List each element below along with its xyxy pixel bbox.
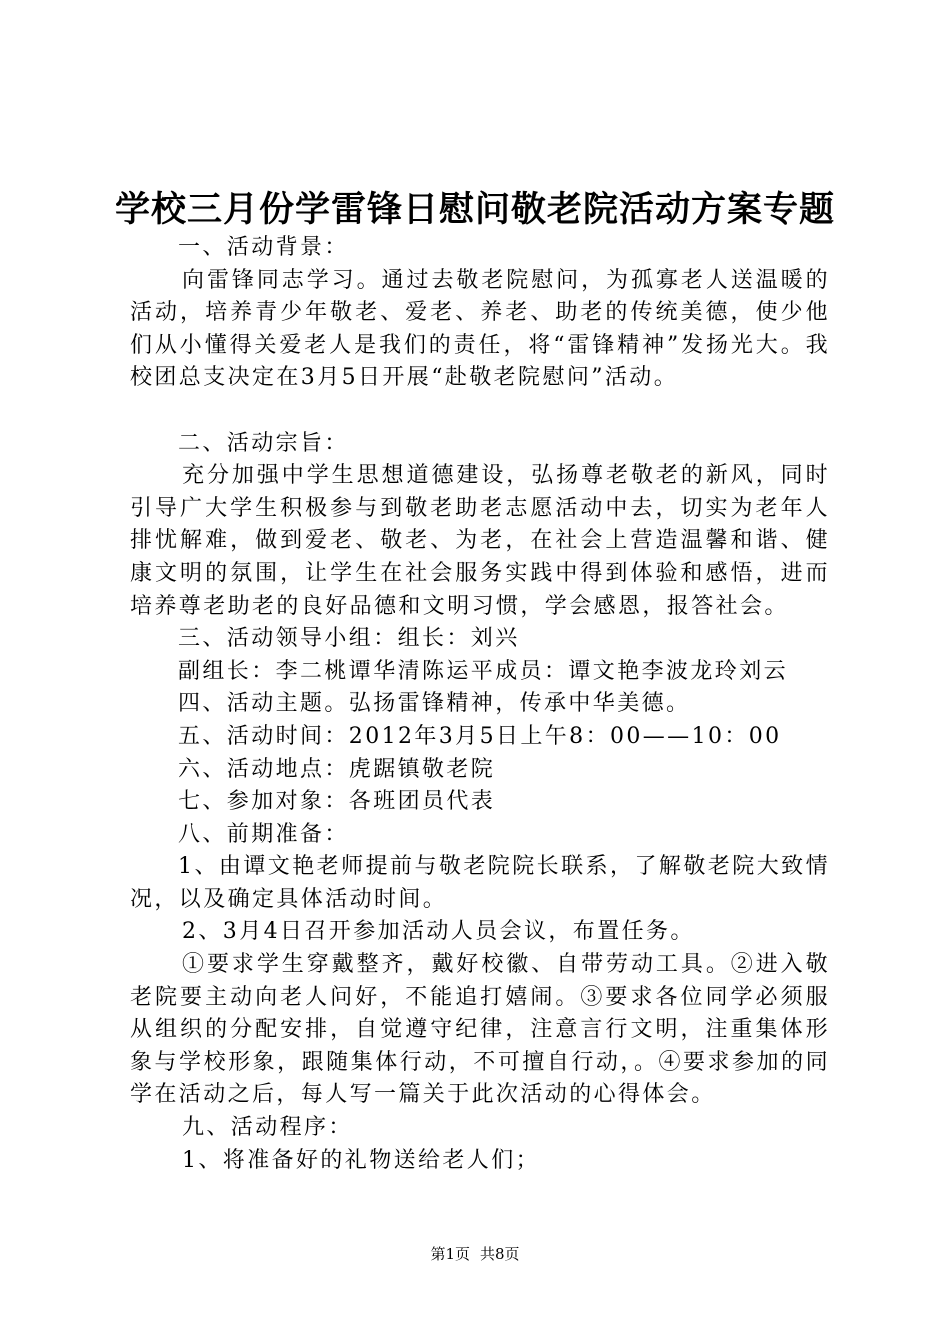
page-number-total: 共8页 bbox=[480, 1245, 520, 1263]
paragraph: 向雷锋同志学习。通过去敬老院慰问，为孤寡老人送温暖的活动，培养青少年敬老、爱老、养老、助老的传统美德，使少他们从小懂得关爱老人是我们的责任，将“雷锋精神”发扬光大。我校团总支决定在3月5日开展“赴敬老院慰问”活动。 bbox=[130, 267, 830, 391]
paragraph-heading: 三、活动领导小组：组长：刘兴 bbox=[178, 626, 520, 652]
paragraph: 1、将准备好的礼物送给老人们； bbox=[182, 1147, 540, 1173]
document-body bbox=[130, 232, 830, 1177]
paragraph-heading: 五、活动时间：2012年3月5日上午8：00——10：00 bbox=[178, 723, 782, 749]
page-footer bbox=[0, 1244, 950, 1264]
paragraph: 2、3月4日召开参加活动人员会议，布置任务。 bbox=[182, 919, 695, 945]
paragraph-heading: 九、活动程序： bbox=[182, 1115, 353, 1141]
paragraph: 1、由谭文艳老师提前与敬老院院长联系，了解敬老院大致情况，以及确定具体活动时间。 bbox=[130, 854, 830, 912]
paragraph-heading: 二、活动宗旨： bbox=[178, 430, 349, 456]
paragraph: ①要求学生穿戴整齐，戴好校徽、自带劳动工具。②进入敬老院要主动向老人问好，不能追打嬉闹。③要求各位同学必须服从组织的分配安排，自觉遵守纪律，注意言行文明，注重集体形象与学校形象，跟随集体行动，不可擅自行动，。④要求参加的同学在活动之后，每人写一篇关于此次活动的心得体会。 bbox=[130, 952, 830, 1108]
paragraph-heading: 四、活动主题。弘扬雷锋精神，传承中华美德。 bbox=[178, 691, 691, 717]
paragraph-heading: 一、活动背景： bbox=[178, 235, 349, 260]
paragraph-heading: 七、参加对象：各班团员代表 bbox=[178, 789, 496, 815]
paragraph-spacer bbox=[130, 395, 830, 428]
page-number-current: 第1页 bbox=[430, 1245, 470, 1263]
paragraph: 充分加强中学生思想道德建设，弘扬尊老敬老的新风，同时引导广大学生积极参与到敬老助老志愿活动中去，切实为老年人排忧解难，做到爱老、敬老、为老，在社会上营造温馨和谐、健康文明的氛围，让学生在社会服务实践中得到体验和感悟，进而培养尊老助老的良好品德和文明习惯，学会感恩，报答社会。 bbox=[130, 463, 830, 619]
paragraph-heading: 六、活动地点：虎踞镇敬老院 bbox=[178, 756, 496, 782]
document-title: 学校三月份学雷锋日慰问敬老院活动方案专题 bbox=[114, 189, 835, 230]
paragraph-heading: 八、前期准备： bbox=[178, 821, 349, 847]
paragraph: 副组长：李二桃谭华清陈运平成员：谭文艳李波龙玲刘云 bbox=[178, 658, 789, 684]
